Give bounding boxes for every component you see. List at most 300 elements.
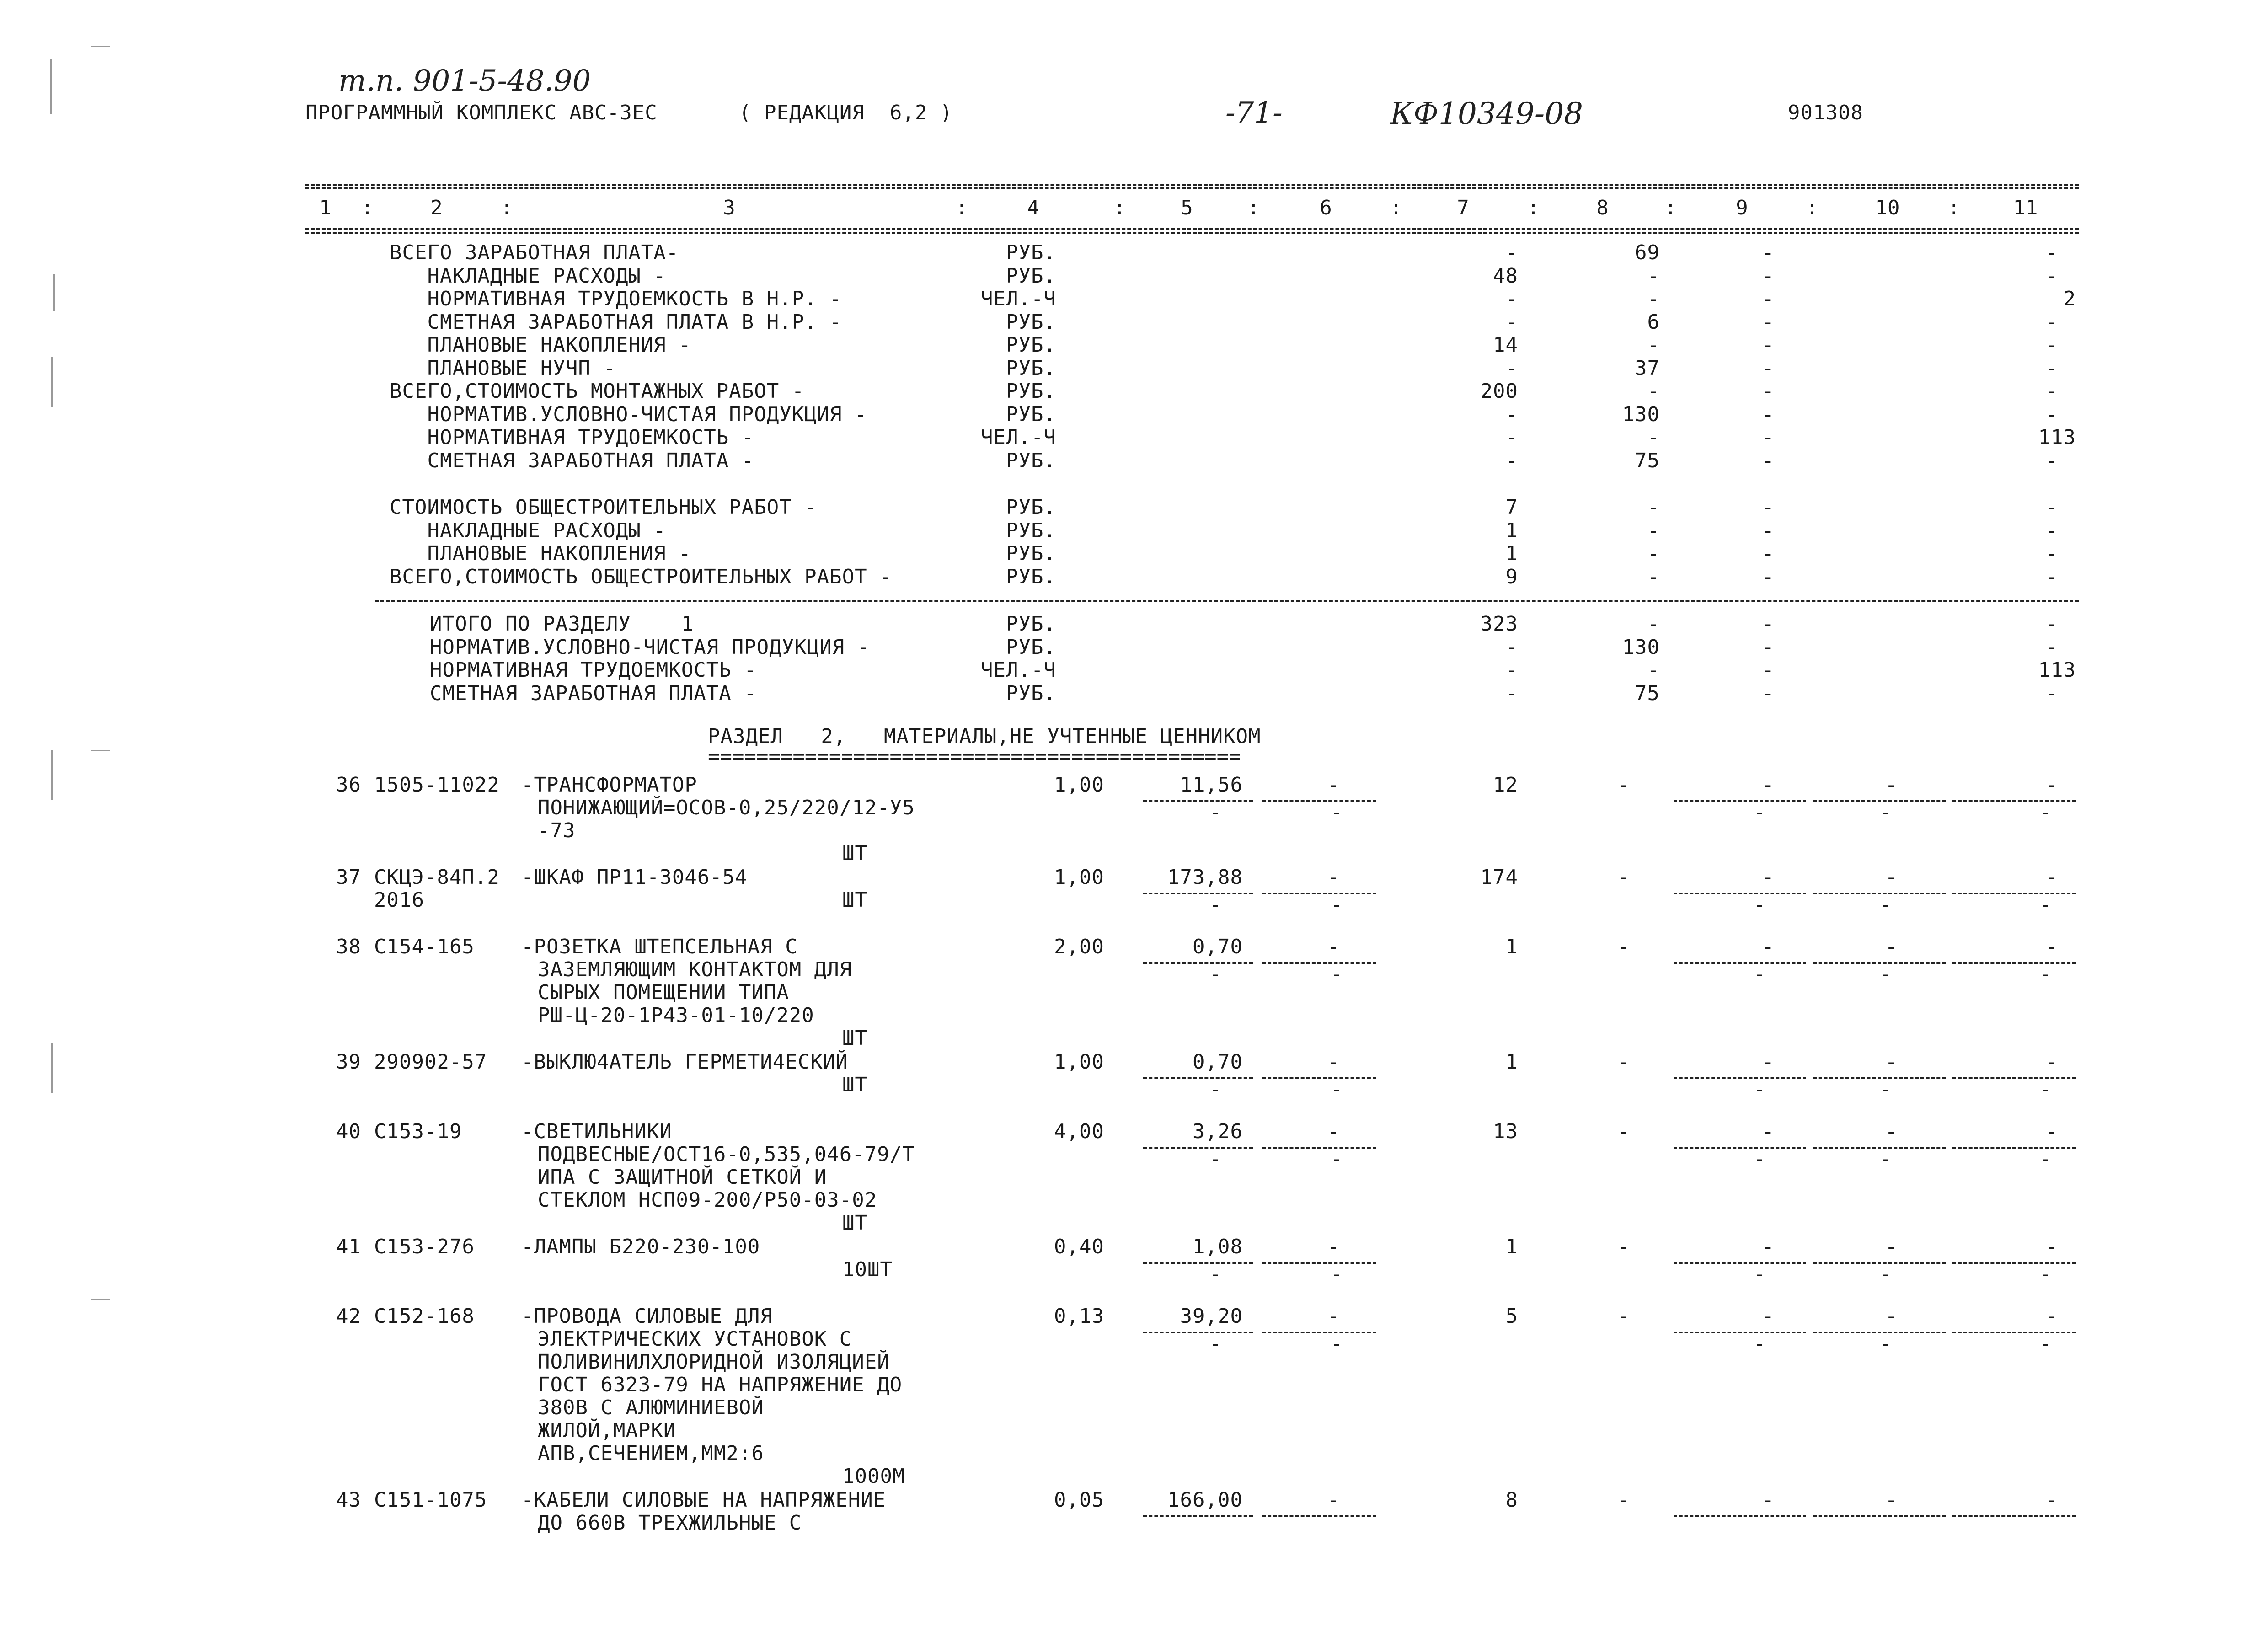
item-quantity: 2,00 xyxy=(1054,935,1104,958)
summary-col9: - xyxy=(1761,658,1774,682)
summary-col7: 200 xyxy=(1480,380,1518,403)
column-number-1: 1 xyxy=(319,196,332,219)
summary-col11: 113 xyxy=(2038,658,2076,682)
col6-underline xyxy=(1262,1147,1376,1149)
summary-unit: РУБ. xyxy=(1006,264,1056,288)
col9-underline xyxy=(1674,962,1806,964)
column-separator: : xyxy=(1113,196,1126,219)
item-code: С153-19 xyxy=(374,1120,462,1143)
price-underline xyxy=(1143,1262,1253,1264)
summary-col11: - xyxy=(2045,264,2058,288)
summary-col11: - xyxy=(2045,310,2058,334)
item-code: СКЦЭ-84П.2 xyxy=(374,866,500,889)
binding-mark xyxy=(91,46,110,47)
item-code: С151-1075 xyxy=(374,1488,487,1512)
summary-col9: - xyxy=(1761,542,1774,565)
sub-dash: - xyxy=(2039,963,2052,986)
column-separator: : xyxy=(361,196,374,219)
summary-unit: РУБ. xyxy=(1006,565,1056,588)
item-quantity: 0,40 xyxy=(1054,1235,1104,1258)
summary-col11: - xyxy=(2045,402,2058,426)
summary-col8: 130 xyxy=(1622,402,1660,426)
binding-mark xyxy=(91,750,110,751)
summary-col11: - xyxy=(2045,449,2058,472)
item-description-line: ДО 660В ТРЕХЖИЛЬНЫЕ С xyxy=(538,1511,802,1535)
item-number: 36 xyxy=(336,773,361,797)
summary-col11: - xyxy=(2045,635,2058,659)
item-price: 11,56 xyxy=(1180,773,1243,797)
item-col11: - xyxy=(2045,866,2058,889)
summary-col8: - xyxy=(1647,380,1660,403)
item-price: 0,70 xyxy=(1193,935,1243,958)
summary-col8: 75 xyxy=(1635,449,1660,472)
column-number-7: 7 xyxy=(1457,196,1470,219)
summary-label: НОРМАТИВ.УСЛОВНО-ЧИСТАЯ ПРОДУКЦИЯ - xyxy=(430,635,870,659)
item-col11: - xyxy=(2045,1488,2058,1512)
col9-underline xyxy=(1674,1515,1806,1517)
summary-label: ВСЕГО,СТОИМОСТЬ ОБЩЕСТРОИТЕЛЬНЫХ РАБОТ - xyxy=(390,565,893,588)
summary-col9: - xyxy=(1761,287,1774,310)
column-number-8: 8 xyxy=(1596,196,1609,219)
summary-col11: 2 xyxy=(2063,287,2076,310)
summary-col11: - xyxy=(2045,241,2058,264)
summary-label: НАКЛАДНЫЕ РАСХОДЫ - xyxy=(390,264,666,288)
summary-col8: - xyxy=(1647,426,1660,449)
column-separator: : xyxy=(1527,196,1540,219)
sub-dash: - xyxy=(1879,1262,1892,1286)
summary-unit: РУБ. xyxy=(1006,542,1056,565)
item-unit: ШТ xyxy=(842,842,867,865)
price-underline xyxy=(1143,1515,1253,1517)
summary-col11: - xyxy=(2045,542,2058,565)
item-code: С153-276 xyxy=(374,1235,475,1258)
item-col9: - xyxy=(1761,866,1774,889)
item-description-line: -КАБЕЛИ СИЛОВЫЕ НА НАПРЯЖЕНИЕ xyxy=(521,1488,886,1512)
price-underline xyxy=(1143,962,1253,964)
page-number: -71- xyxy=(1225,96,1283,130)
summary-col7: 1 xyxy=(1505,542,1518,565)
summary-col8: - xyxy=(1647,496,1660,519)
sub-dash: - xyxy=(1331,801,1343,824)
summary-col7: - xyxy=(1505,356,1518,380)
summary-col8: - xyxy=(1647,264,1660,288)
item-code-extra: 2016 xyxy=(374,888,424,912)
item-description-line: -РОЗЕТКА ШТЕПСЕЛЬНАЯ С xyxy=(521,935,798,958)
column-separator: : xyxy=(501,196,514,219)
sub-dash: - xyxy=(2039,1262,2052,1286)
item-number: 38 xyxy=(336,935,361,958)
sub-dash: - xyxy=(1331,1262,1343,1286)
item-col9: - xyxy=(1761,935,1774,958)
sub-dash: - xyxy=(2039,893,2052,916)
item-col11: - xyxy=(2045,1235,2058,1258)
summary-unit: РУБ. xyxy=(1006,612,1056,636)
sub-dash: - xyxy=(1754,893,1766,916)
item-price: 173,88 xyxy=(1167,866,1243,889)
summary-label: СМЕТНАЯ ЗАРАБОТНАЯ ПЛАТА В Н.Р. - xyxy=(390,310,842,334)
column-number-10: 10 xyxy=(1875,196,1900,219)
item-col6: - xyxy=(1327,1050,1340,1074)
summary-col11: - xyxy=(2045,565,2058,588)
item-number: 39 xyxy=(336,1050,361,1074)
item-description-line: -ВЫКЛЮ4АТЕЛЬ ГЕРМЕТИ4ЕСКИЙ xyxy=(521,1050,848,1074)
item-quantity: 1,00 xyxy=(1054,866,1104,889)
summary-col9: - xyxy=(1761,241,1774,264)
summary-col8: - xyxy=(1647,612,1660,636)
item-unit: 1000М xyxy=(842,1465,905,1488)
summary-col8: - xyxy=(1647,287,1660,310)
document-code: КФ10349-08 xyxy=(1390,96,1583,131)
item-col8: - xyxy=(1617,1488,1630,1512)
item-description-line: ЗАЗЕМЛЯЮЩИМ КОНТАКТОМ ДЛЯ xyxy=(538,958,852,981)
item-col7: 5 xyxy=(1505,1305,1518,1328)
sub-dash: - xyxy=(1331,1078,1343,1101)
item-description-line: -ШКАФ ПР11-3046-54 xyxy=(521,866,748,889)
column-number-6: 6 xyxy=(1320,196,1332,219)
price-underline xyxy=(1143,1147,1253,1149)
item-col7: 1 xyxy=(1505,1235,1518,1258)
summary-label: ПЛАНОВЫЕ НУЧП - xyxy=(390,356,616,380)
sub-dash: - xyxy=(1754,1332,1766,1355)
item-col6: - xyxy=(1327,935,1340,958)
sub-dash: - xyxy=(1879,1147,1892,1171)
sub-dash: - xyxy=(2039,1332,2052,1355)
item-col7: 12 xyxy=(1493,773,1518,797)
item-col11: - xyxy=(2045,935,2058,958)
summary-col11: - xyxy=(2045,612,2058,636)
item-unit: ШТ xyxy=(842,1027,867,1050)
item-code: 1505-11022 xyxy=(374,773,500,797)
column-separator: : xyxy=(1806,196,1819,219)
summary-unit: РУБ. xyxy=(1006,380,1056,403)
col6-underline xyxy=(1262,893,1376,894)
item-col11: - xyxy=(2045,1120,2058,1143)
summary-col7: 9 xyxy=(1505,565,1518,588)
binding-mark xyxy=(51,357,53,407)
item-col8: - xyxy=(1617,1120,1630,1143)
summary-col9: - xyxy=(1761,380,1774,403)
item-col7: 1 xyxy=(1505,935,1518,958)
summary-unit: РУБ. xyxy=(1006,241,1056,264)
item-col9: - xyxy=(1761,1050,1774,1074)
item-code: 290902-57 xyxy=(374,1050,487,1074)
table-top-rule-2 xyxy=(305,187,2079,189)
summary-col11: - xyxy=(2045,356,2058,380)
item-price: 39,20 xyxy=(1180,1305,1243,1328)
col11-underline xyxy=(1952,1147,2076,1149)
col9-underline xyxy=(1674,1147,1806,1149)
sub-dash: - xyxy=(1209,801,1222,824)
item-col8: - xyxy=(1617,935,1630,958)
summary-col9: - xyxy=(1761,426,1774,449)
sub-dash: - xyxy=(1209,1078,1222,1101)
item-col9: - xyxy=(1761,1305,1774,1328)
summary-col7: - xyxy=(1505,658,1518,682)
price-underline xyxy=(1143,800,1253,802)
item-description-line: -73 xyxy=(538,819,576,842)
binding-mark xyxy=(51,750,53,800)
item-price: 1,08 xyxy=(1193,1235,1243,1258)
summary-label: СТОИМОСТЬ ОБЩЕСТРОИТЕЛЬНЫХ РАБОТ - xyxy=(390,496,817,519)
sub-dash: - xyxy=(2039,1078,2052,1101)
item-code: С154-165 xyxy=(374,935,475,958)
summary-col8: - xyxy=(1647,565,1660,588)
sub-dash: - xyxy=(1879,893,1892,916)
summary-col11: - xyxy=(2045,333,2058,357)
item-unit: ШТ xyxy=(842,1073,867,1096)
summary-label: НОРМАТИВНАЯ ТРУДОЕМКОСТЬ - xyxy=(430,658,757,682)
item-unit: 10ШТ xyxy=(842,1258,893,1281)
col9-underline xyxy=(1674,893,1806,894)
summary-col9: - xyxy=(1761,681,1774,705)
summary-col11: 113 xyxy=(2038,426,2076,449)
sub-dash: - xyxy=(1209,963,1222,986)
item-col8: - xyxy=(1617,1235,1630,1258)
sub-dash: - xyxy=(1879,963,1892,986)
col9-underline xyxy=(1674,800,1806,802)
col9-underline xyxy=(1674,1077,1806,1079)
summary-unit: РУБ. xyxy=(1006,333,1056,357)
col11-underline xyxy=(1952,1077,2076,1079)
summary-label: НАКЛАДНЫЕ РАСХОДЫ - xyxy=(390,519,666,542)
col11-underline xyxy=(1952,962,2076,964)
item-price: 3,26 xyxy=(1193,1120,1243,1143)
sub-dash: - xyxy=(1331,893,1343,916)
item-col8: - xyxy=(1617,1050,1630,1074)
col9-underline xyxy=(1674,1332,1806,1333)
item-description-line: ИПА С ЗАЩИТНОЙ СЕТКОЙ И xyxy=(538,1166,827,1189)
item-number: 41 xyxy=(336,1235,361,1258)
summary-label: ВСЕГО,СТОИМОСТЬ МОНТАЖНЫХ РАБОТ - xyxy=(390,380,805,403)
item-unit: ШТ xyxy=(842,888,867,912)
item-number: 42 xyxy=(336,1305,361,1328)
sub-dash: - xyxy=(1754,963,1766,986)
item-col7: 13 xyxy=(1493,1120,1518,1143)
summary-col7: - xyxy=(1505,449,1518,472)
section-title-underline: ============================================ xyxy=(708,750,1241,764)
summary-col8: 37 xyxy=(1635,356,1660,380)
column-separator: : xyxy=(1247,196,1260,219)
item-col8: - xyxy=(1617,1305,1630,1328)
summary-col7: - xyxy=(1505,426,1518,449)
price-underline xyxy=(1143,893,1253,894)
summary-col7: - xyxy=(1505,287,1518,310)
column-number-9: 9 xyxy=(1736,196,1749,219)
summary-unit: РУБ. xyxy=(1006,310,1056,334)
summary-col11: - xyxy=(2045,681,2058,705)
column-separator: : xyxy=(1664,196,1677,219)
item-col10: - xyxy=(1885,1120,1898,1143)
item-number: 43 xyxy=(336,1488,361,1512)
handwritten-reference: т.п. 901-5-48.90 xyxy=(338,64,591,98)
item-description-line: СТЕКЛОМ НСП09-200/Р50-03-02 xyxy=(538,1188,877,1212)
item-description-line: ПОДВЕСНЫЕ/ОСТ16-0,535,046-79/Т xyxy=(538,1143,915,1166)
binding-mark xyxy=(50,59,52,114)
item-col6: - xyxy=(1327,1305,1340,1328)
column-separator: : xyxy=(1390,196,1403,219)
section-title: РАЗДЕЛ 2, МАТЕРИАЛЫ,НЕ УЧТЕННЫЕ ЦЕННИКОМ xyxy=(708,725,1261,748)
sub-dash: - xyxy=(1209,1332,1222,1355)
summary-col7: - xyxy=(1505,310,1518,334)
summary-col11: - xyxy=(2045,496,2058,519)
col6-underline xyxy=(1262,800,1376,802)
item-price: 0,70 xyxy=(1193,1050,1243,1074)
item-description-line: СЫРЫХ ПОМЕЩЕНИИ ТИПА xyxy=(538,981,789,1004)
item-description-line: ПОНИЖАЮЩИЙ=ОСОВ-0,25/220/12-У5 xyxy=(538,796,915,819)
item-description-line: 380В С АЛЮМИНИЕВОЙ xyxy=(538,1396,764,1419)
col6-underline xyxy=(1262,962,1376,964)
sub-dash: - xyxy=(1331,1147,1343,1171)
summary-col8: 75 xyxy=(1635,681,1660,705)
price-underline xyxy=(1143,1077,1253,1079)
item-description-line: ЭЛЕКТРИЧЕСКИХ УСТАНОВОК С xyxy=(538,1327,852,1351)
summary-col9: - xyxy=(1761,496,1774,519)
program-edition: ( РЕДАКЦИЯ 6,2 ) xyxy=(739,101,953,124)
column-number-4: 4 xyxy=(1027,196,1040,219)
summary-col9: - xyxy=(1761,264,1774,288)
summary-col9: - xyxy=(1761,356,1774,380)
price-underline xyxy=(1143,1332,1253,1333)
summary-col8: - xyxy=(1647,658,1660,682)
summary-col9: - xyxy=(1761,612,1774,636)
item-quantity: 0,13 xyxy=(1054,1305,1104,1328)
item-description-line: РШ-Ц-20-1Р43-01-10/220 xyxy=(538,1004,814,1027)
summary-col8: 6 xyxy=(1647,310,1660,334)
summary-unit: РУБ. xyxy=(1006,519,1056,542)
item-quantity: 1,00 xyxy=(1054,773,1104,797)
summary-label: СМЕТНАЯ ЗАРАБОТНАЯ ПЛАТА - xyxy=(430,681,757,705)
column-number-11: 11 xyxy=(2013,196,2038,219)
item-col9: - xyxy=(1761,1235,1774,1258)
summary-label: ПЛАНОВЫЕ НАКОПЛЕНИЯ - xyxy=(390,333,691,357)
summary-col8: - xyxy=(1647,333,1660,357)
summary-col7: - xyxy=(1505,635,1518,659)
item-quantity: 4,00 xyxy=(1054,1120,1104,1143)
item-col7: 1 xyxy=(1505,1050,1518,1074)
item-col9: - xyxy=(1761,1120,1774,1143)
summary-col7: 323 xyxy=(1480,612,1518,636)
summary-label: НОРМАТИВНАЯ ТРУДОЕМКОСТЬ - xyxy=(390,426,754,449)
item-col7: 174 xyxy=(1480,866,1518,889)
item-col11: - xyxy=(2045,773,2058,797)
summary-col9: - xyxy=(1761,310,1774,334)
item-code: С152-168 xyxy=(374,1305,475,1328)
header-bottom-rule-2 xyxy=(305,232,2079,234)
col11-underline xyxy=(1952,1262,2076,1264)
col6-underline xyxy=(1262,1077,1376,1079)
summary-col7: - xyxy=(1505,402,1518,426)
sub-dash: - xyxy=(2039,1147,2052,1171)
item-description-line: -ЛАМПЫ Б220-230-100 xyxy=(521,1235,760,1258)
item-col7: 8 xyxy=(1505,1488,1518,1512)
column-number-3: 3 xyxy=(723,196,736,219)
header-bottom-rule xyxy=(305,228,2079,230)
summary-col8: 69 xyxy=(1635,241,1660,264)
item-col8: - xyxy=(1617,773,1630,797)
binding-mark xyxy=(91,1299,110,1300)
column-separator: : xyxy=(956,196,968,219)
summary-unit: ЧЕЛ.-Ч xyxy=(981,287,1056,310)
section-total-rule xyxy=(375,600,2079,602)
column-number-2: 2 xyxy=(430,196,443,219)
sub-dash: - xyxy=(1754,1078,1766,1101)
program-name: ПРОГРАММНЫЙ КОМПЛЕКС АВС-3ЕС xyxy=(305,101,658,124)
binding-mark xyxy=(51,1043,53,1093)
column-number-5: 5 xyxy=(1181,196,1193,219)
summary-col11: - xyxy=(2045,380,2058,403)
summary-unit: РУБ. xyxy=(1006,402,1056,426)
item-quantity: 1,00 xyxy=(1054,1050,1104,1074)
sub-dash: - xyxy=(1754,1147,1766,1171)
col6-underline xyxy=(1262,1262,1376,1264)
item-description-line: -ПРОВОДА СИЛОВЫЕ ДЛЯ xyxy=(521,1305,773,1328)
summary-label: СМЕТНАЯ ЗАРАБОТНАЯ ПЛАТА - xyxy=(390,449,754,472)
summary-unit: РУБ. xyxy=(1006,681,1056,705)
summary-unit: ЧЕЛ.-Ч xyxy=(981,426,1056,449)
item-col6: - xyxy=(1327,1235,1340,1258)
summary-label: НОРМАТИВНАЯ ТРУДОЕМКОСТЬ В Н.Р. - xyxy=(390,287,842,310)
item-description-line: АПВ,СЕЧЕНИЕМ,ММ2:6 xyxy=(538,1442,764,1465)
summary-unit: РУБ. xyxy=(1006,449,1056,472)
item-number: 37 xyxy=(336,866,361,889)
col11-underline xyxy=(1952,1515,2076,1517)
item-col11: - xyxy=(2045,1305,2058,1328)
col9-underline xyxy=(1674,1262,1806,1264)
item-price: 166,00 xyxy=(1167,1488,1243,1512)
item-col10: - xyxy=(1885,866,1898,889)
summary-label: ПЛАНОВЫЕ НАКОПЛЕНИЯ - xyxy=(390,542,691,565)
summary-col9: - xyxy=(1761,449,1774,472)
col6-underline xyxy=(1262,1515,1376,1517)
item-col9: - xyxy=(1761,1488,1774,1512)
sub-dash: - xyxy=(1754,1262,1766,1286)
col11-underline xyxy=(1952,893,2076,894)
sub-dash: - xyxy=(1209,1147,1222,1171)
summary-unit: ЧЕЛ.-Ч xyxy=(981,658,1056,682)
col6-underline xyxy=(1262,1332,1376,1333)
sub-dash: - xyxy=(1209,893,1222,916)
summary-col7: 48 xyxy=(1493,264,1518,288)
summary-col8: 130 xyxy=(1622,635,1660,659)
document-number: 901308 xyxy=(1788,101,1863,124)
summary-col7: 1 xyxy=(1505,519,1518,542)
summary-col9: - xyxy=(1761,402,1774,426)
summary-col7: 14 xyxy=(1493,333,1518,357)
item-description-line: ГОСТ 6323-79 НА НАПРЯЖЕНИЕ ДО xyxy=(538,1373,903,1396)
summary-label: ИТОГО ПО РАЗДЕЛУ 1 xyxy=(430,612,694,636)
summary-col8: - xyxy=(1647,519,1660,542)
summary-col7: - xyxy=(1505,241,1518,264)
summary-unit: РУБ. xyxy=(1006,496,1056,519)
col10-underline xyxy=(1813,1515,1946,1517)
item-col9: - xyxy=(1761,773,1774,797)
item-description-line: -ТРАНСФОРМАТОР xyxy=(521,773,697,797)
summary-col9: - xyxy=(1761,635,1774,659)
item-description-line: ПОЛИВИНИЛХЛОРИДНОЙ ИЗОЛЯЦИЕЙ xyxy=(538,1350,890,1374)
sub-dash: - xyxy=(1879,1078,1892,1101)
sub-dash: - xyxy=(1754,801,1766,824)
item-col10: - xyxy=(1885,1235,1898,1258)
item-col10: - xyxy=(1885,1305,1898,1328)
item-col6: - xyxy=(1327,773,1340,797)
item-col6: - xyxy=(1327,1488,1340,1512)
summary-col9: - xyxy=(1761,519,1774,542)
sub-dash: - xyxy=(1209,1262,1222,1286)
item-quantity: 0,05 xyxy=(1054,1488,1104,1512)
summary-col9: - xyxy=(1761,333,1774,357)
col11-underline xyxy=(1952,800,2076,802)
item-col10: - xyxy=(1885,773,1898,797)
